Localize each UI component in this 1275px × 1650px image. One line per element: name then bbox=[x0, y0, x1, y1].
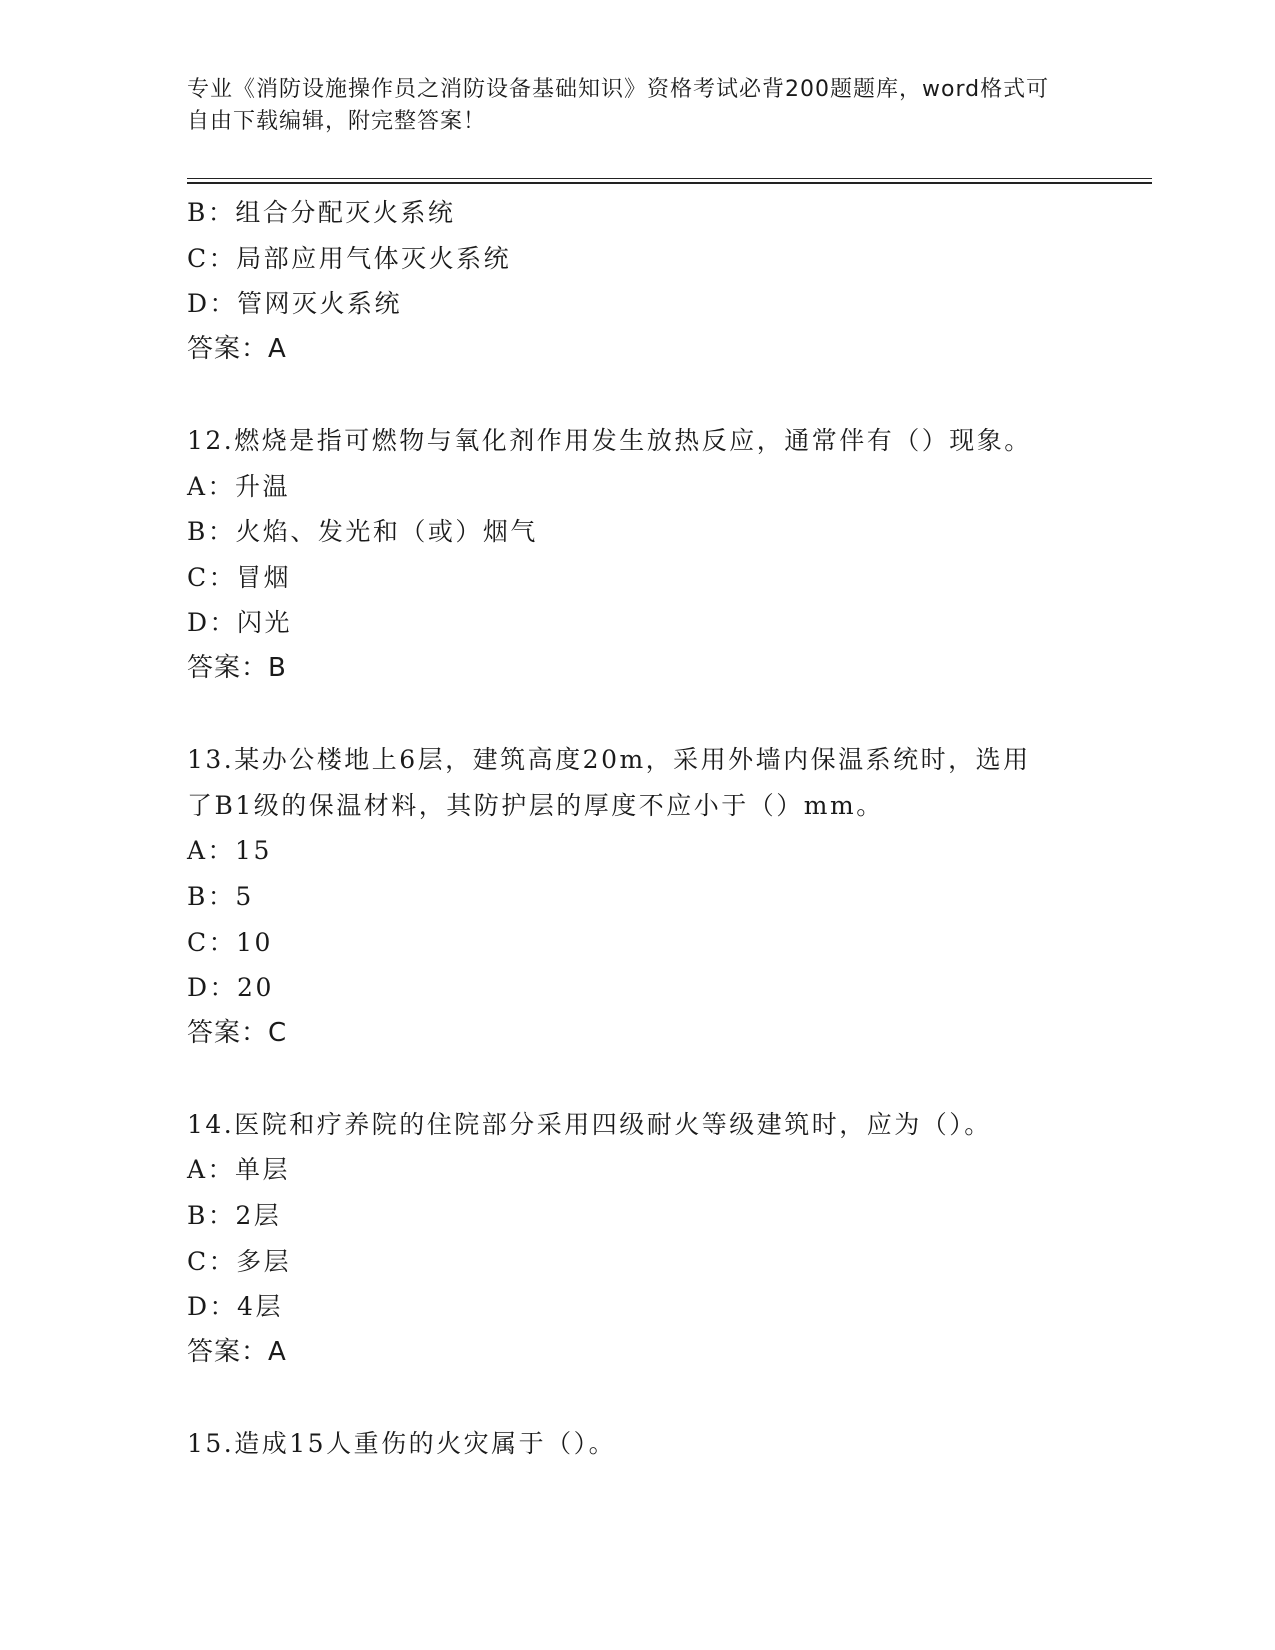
option-b: B：组合分配灭火系统 bbox=[187, 198, 456, 227]
option-b: B：2层 bbox=[187, 1201, 282, 1231]
question-13 bbox=[187, 737, 1077, 1056]
question-11-continued bbox=[187, 190, 1077, 372]
answer-line: 答案：A bbox=[187, 1336, 287, 1367]
header-divider-thick bbox=[187, 182, 1152, 184]
question-stem: 15.造成15人重伤的火灾属于（）。 bbox=[187, 1429, 617, 1459]
question-15 bbox=[187, 1421, 1077, 1467]
option-c: C：局部应用气体灭火系统 bbox=[187, 243, 512, 273]
option-a: A：升温 bbox=[187, 471, 291, 501]
option-b: B：火焰、发光和（或）烟气 bbox=[187, 517, 538, 547]
answer-line: 答案：A bbox=[187, 333, 287, 364]
option-c: C：多层 bbox=[187, 1246, 292, 1276]
document-header: 专业《消防设施操作员之消防设备基础知识》资格考试必背200题题库，word格式可自由下载编辑，附完整答案！ bbox=[187, 77, 1050, 134]
answer-line: 答案：C bbox=[187, 1017, 288, 1048]
option-a: A：单层 bbox=[187, 1155, 291, 1185]
option-b: B：5 bbox=[187, 881, 254, 911]
header-divider-thin bbox=[187, 178, 1152, 179]
question-stem: 12.燃烧是指可燃物与氧化剂作用发生放热反应，通常伴有（）现象。 bbox=[187, 425, 1032, 455]
option-c: C：10 bbox=[187, 927, 273, 957]
option-c: C：冒烟 bbox=[187, 562, 292, 592]
question-12 bbox=[187, 418, 1077, 692]
question-list bbox=[187, 190, 1077, 1467]
option-a: A：15 bbox=[187, 836, 272, 866]
option-d: D：闪光 bbox=[187, 608, 293, 638]
option-d: D：管网灭火系统 bbox=[187, 289, 403, 319]
question-stem: 13.某办公楼地上6层，建筑高度20m，采用外墙内保温系统时，选用了B1级的保温材料，其防护层的厚度不应小于（）mm。 bbox=[187, 745, 1031, 820]
answer-line: 答案：B bbox=[187, 652, 287, 683]
question-stem: 14.医院和疗养院的住院部分采用四级耐火等级建筑时，应为（）。 bbox=[187, 1109, 992, 1139]
option-d: D：4层 bbox=[187, 1292, 283, 1322]
question-14 bbox=[187, 1102, 1077, 1376]
option-d: D：20 bbox=[187, 973, 274, 1003]
